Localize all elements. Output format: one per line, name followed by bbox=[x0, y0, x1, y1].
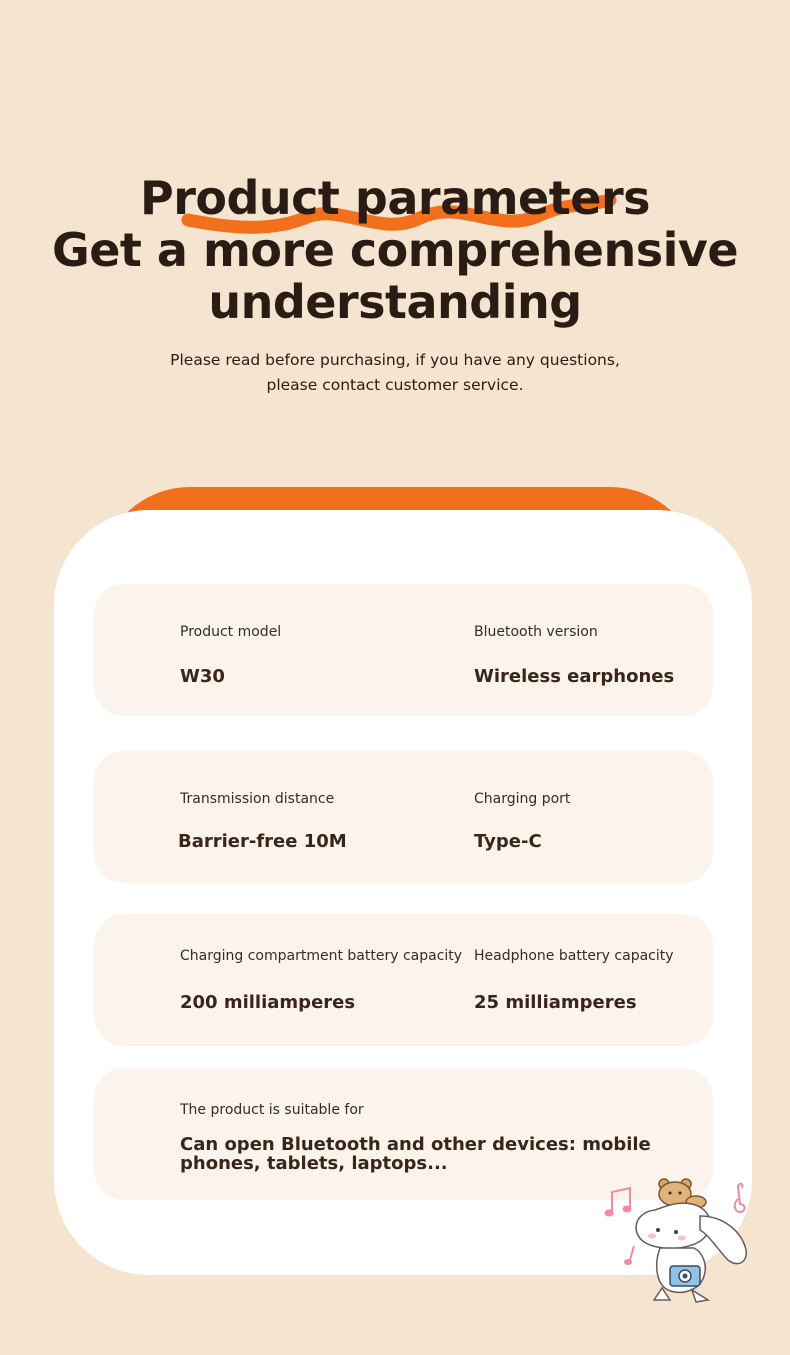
param-label: Product model bbox=[180, 624, 282, 640]
param-label: Charging compartment battery capacity bbox=[180, 948, 463, 964]
title-line-3: understanding bbox=[208, 275, 582, 329]
subtitle-line-2: please contact customer service. bbox=[266, 376, 524, 394]
param-row-3 bbox=[94, 914, 713, 1046]
bunny-mascot-icon bbox=[600, 1172, 760, 1307]
param-value: Wireless earphones bbox=[474, 666, 675, 687]
param-value: W30 bbox=[180, 666, 225, 687]
param-row-2 bbox=[94, 751, 713, 883]
param-label: Bluetooth version bbox=[474, 624, 598, 640]
param-label: Transmission distance bbox=[180, 791, 335, 807]
subtitle-line-1: Please read before purchasing, if you have any questions, bbox=[170, 351, 620, 369]
page-subtitle bbox=[0, 348, 790, 398]
param-value: Can open Bluetooth and other devices: mobile phones, tablets, laptops... bbox=[180, 1134, 651, 1174]
param-label: Headphone battery capacity bbox=[474, 948, 674, 964]
param-value: 200 milliamperes bbox=[180, 992, 356, 1013]
bunny-icon bbox=[636, 1203, 746, 1302]
page-title bbox=[0, 172, 790, 328]
title-line-2: Get a more comprehensive bbox=[51, 223, 739, 277]
param-label: The product is suitable for bbox=[180, 1102, 364, 1118]
param-label: Charging port bbox=[474, 791, 571, 807]
param-row-1 bbox=[94, 584, 713, 716]
param-value: Type-C bbox=[474, 831, 542, 852]
camera-icon bbox=[670, 1266, 700, 1286]
param-value: 25 milliamperes bbox=[474, 992, 637, 1013]
param-value: Barrier-free 10M bbox=[178, 831, 347, 852]
title-line-1: Product parameters bbox=[139, 171, 651, 225]
